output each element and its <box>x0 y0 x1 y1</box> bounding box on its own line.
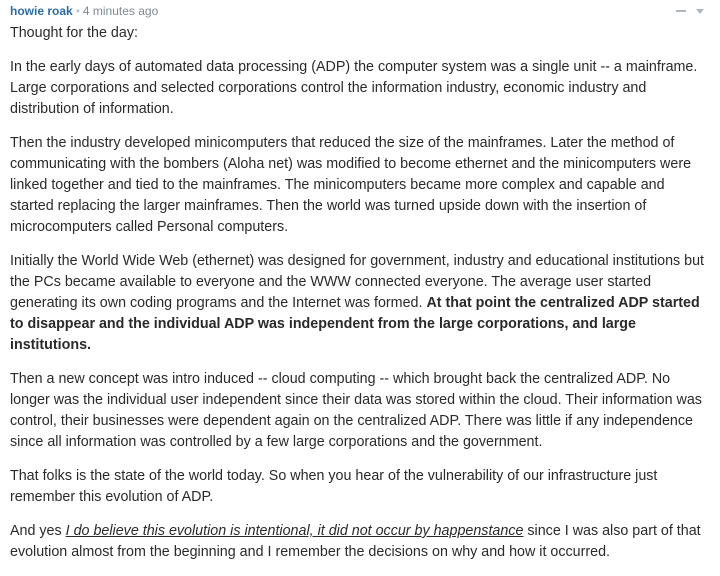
comment-timestamp[interactable]: 4 minutes ago <box>82 4 159 18</box>
paragraph-text: And yes <box>10 523 66 539</box>
emphasized-text: I do believe this evolution is intentional, it did not occur by happenstance <box>65 523 524 539</box>
comment-body <box>10 23 718 563</box>
paragraph-text: since I was also part of that evolution almost from the beginning and I remember the decisions on why and how it occurred. <box>10 523 701 560</box>
bold-text: At that point the centralized ADP started to disappear and the individual ADP was independent from the large corporations, and large institutions. <box>10 295 700 353</box>
comment-paragraph <box>10 251 710 356</box>
comment-paragraph <box>10 521 710 563</box>
author-name-link[interactable]: howie roak <box>10 4 73 18</box>
comment <box>10 0 718 576</box>
chevron-down-icon[interactable] <box>696 9 704 14</box>
comment-paragraph: Thought for the day: <box>10 25 138 41</box>
comment-paragraph: Then the industry developed minicomputers that reduced the size of the mainframes. Later the method of communicating with the bombers (Aloha net) was modified to become ethernet and the minicomputers were linked together and tied to the mainframes. The minicomputers became more complex and capable and started replacing the larger mainframes. Then the world was turned upside down with the insertion of microcomputers called Personal computers. <box>10 135 692 235</box>
collapse-icon[interactable] <box>676 10 686 12</box>
comment-paragraph: Then a new concept was intro induced -- cloud computing -- which brought back the centralized ADP. No longer was the individual user independent since their data was stored within the cloud. Their information was control, their businesses were dependent again on the centralized ADP. There was little if any independence since all information was controlled by a few large corporations and the government. <box>10 371 702 450</box>
paragraph-text: Initially the World Wide Web (ethernet) was designed for government, industry and educational institutions but the PCs became available to everyone and the WWW connected everyone. The average user started generating its own coding programs and the Internet was formed. <box>10 253 705 311</box>
comment-header <box>10 0 718 22</box>
comment-paragraph: That folks is the state of the world today. So when you hear of the vulnerability of our infrastructure just remember this evolution of ADP. <box>10 468 658 505</box>
comment-paragraph: In the early days of automated data processing (ADP) the computer system was a single unit -- a mainframe. Large corporations and selected corporations control the information industry, economic industry and distribution of information. <box>10 59 698 117</box>
meta-separator: • <box>75 4 80 18</box>
